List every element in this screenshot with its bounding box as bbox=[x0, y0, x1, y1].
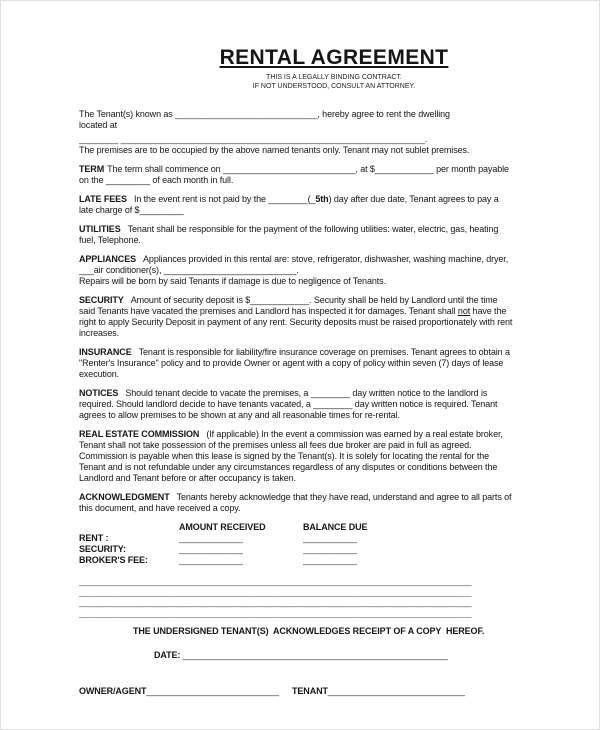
subtitle-line-1: THIS IS A LEGALLY BINDING CONTRACT. bbox=[266, 74, 402, 82]
section-acknowledgment bbox=[79, 492, 513, 514]
document-title: RENTAL AGREEMENT bbox=[219, 46, 449, 69]
commission-label: REAL ESTATE COMMISSION bbox=[79, 429, 200, 440]
payment-table bbox=[79, 522, 513, 566]
security-text-after: have the right to apply Security Deposit in payment of any rent. Security deposits must be raised proportionately with rent increases. bbox=[79, 306, 513, 339]
tenant-line bbox=[79, 109, 513, 120]
term-label: TERM bbox=[79, 164, 105, 175]
acknowledgment-text: Tenants hereby acknowledge that they have read, understand and agree to all parts of this document, and have received a copy. bbox=[79, 492, 512, 514]
brokers-fee-amount-blank: _____________ bbox=[179, 555, 243, 566]
date-label: DATE: bbox=[154, 650, 181, 661]
document-header bbox=[117, 47, 551, 91]
document-body bbox=[79, 109, 513, 697]
section-insurance bbox=[79, 347, 513, 380]
insurance-text: Tenant is responsible for liability/fire insurance coverage on premises. Tenant agrees to obtain a "Renter's Insurance" policy and to provide Owner or agent with a copy of policy within seven (7) days of lease execution. bbox=[79, 347, 510, 380]
acknowledgment-label: ACKNOWLEDGMENT bbox=[79, 492, 170, 503]
utilities-text: Tenant shall be responsible for the payment of the following utilities: water, electric, gas, heating fuel, Telephone. bbox=[79, 224, 499, 246]
tenant-line-post: , hereby agree to rent the dwelling bbox=[317, 109, 450, 120]
notices-label: NOTICES bbox=[79, 388, 119, 399]
security-row-label: SECURITY: bbox=[79, 544, 126, 555]
insurance-label: INSURANCE bbox=[79, 347, 132, 358]
document-content bbox=[1, 1, 599, 697]
tenant-blank: ____________________________ bbox=[327, 686, 466, 697]
ruled-line: ________________________________________________________________________________ bbox=[79, 576, 472, 587]
tenant-line-pre: The Tenant(s) known as bbox=[79, 109, 176, 120]
ruled-line: ________________________________________________________________________________ bbox=[79, 597, 472, 608]
payment-table-corner-cell bbox=[79, 522, 179, 533]
section-late-fees bbox=[79, 194, 513, 216]
rent-balance-blank: ___________ bbox=[303, 533, 357, 544]
tenant-label: TENANT bbox=[292, 686, 328, 697]
undersigned-statement: THE UNDERSIGNED TENANT(S) ACKNOWLEDGES RECEIPT OF A COPY HEREOF. bbox=[133, 626, 485, 637]
rent-row-label: RENT : bbox=[79, 533, 109, 544]
date-line bbox=[154, 650, 513, 661]
address-blank: ________ ______________________________________________________________. bbox=[79, 134, 428, 145]
security-text-before: Amount of security deposit is $____________. Security shall be held by Landlord until the time said Tenants have vacated the premises and Landlord has inspected it for damages. Tenant shall bbox=[79, 295, 498, 317]
security-not-word: not bbox=[457, 306, 471, 317]
late-fees-text-before: In the event rent is not paid by the ________(_ bbox=[133, 194, 316, 205]
amount-received-header: AMOUNT RECEIVED bbox=[179, 522, 266, 533]
balance-due-header: BALANCE DUE bbox=[303, 522, 368, 533]
subtitle-line-2: IF NOT UNDERSTOOD, CONSULT AN ATTORNEY. bbox=[252, 82, 416, 90]
tenant-name-blank: _____________________________ bbox=[175, 109, 318, 120]
appliances-text: Appliances provided in this rental are: stove, refrigerator, dishwasher, washing machine, dryer, ___air conditioner(s), ___________________________. bbox=[79, 254, 509, 276]
signature-footer bbox=[79, 686, 513, 697]
owner-agent-signature bbox=[79, 686, 292, 697]
appliances-repairs-line: Repairs will be born by said Tenants if damage is due to negligence of Tenants. bbox=[79, 276, 386, 287]
security-balance-blank: ___________ bbox=[303, 544, 357, 555]
intro-paragraph bbox=[79, 109, 513, 156]
ruled-line: ________________________________________________________________________________ bbox=[79, 586, 472, 597]
appliances-label: APPLIANCES bbox=[79, 254, 137, 265]
notices-text: Should tenant decide to vacate the premises, a ________ day written notice to the landlord is required. Should landlord decide to have tenants vacated, a ________ day written notice is required. Tenant agrees to allow premises to be shown at any and all reasonable times for re-rental. bbox=[79, 388, 498, 421]
section-real-estate-commission bbox=[79, 429, 513, 484]
rent-amount-blank: _____________ bbox=[179, 533, 243, 544]
owner-agent-label: OWNER/AGENT bbox=[79, 686, 147, 697]
commission-text: (If applicable) In the event a commission was earned by a real estate broker, Tenant shall not take possession of the premises unless all fees due broker are paid in full as agreed. Commission is payable when this lease is signed by the Tenant(s). It is solely for locating the rental for the Tenant and is not refundable under any circumstances regardless of any disputes or conditions between the Landlord and Tenant before or after occupancy is taken. bbox=[79, 429, 503, 484]
security-label: SECURITY bbox=[79, 295, 124, 306]
document-subtitle bbox=[117, 74, 551, 91]
section-appliances bbox=[79, 254, 513, 287]
late-fees-text-after: ) day after due date, Tenant agrees to pay a late charge of $_________ bbox=[79, 194, 499, 216]
located-at-label: located at bbox=[79, 120, 118, 131]
utilities-label: UTILITIES bbox=[79, 224, 121, 235]
term-text: The term shall commence on ___________________________, at $____________ per month payable on the _________ of each month in full. bbox=[79, 164, 509, 186]
owner-agent-blank: ___________________________ bbox=[146, 686, 279, 697]
security-amount-blank: _____________ bbox=[179, 544, 243, 555]
ruled-line: ________________________________________________________________________________ bbox=[79, 607, 472, 618]
brokers-fee-balance-blank: ___________ bbox=[303, 555, 357, 566]
tenant-signature bbox=[292, 686, 465, 697]
late-fees-5th: 5th bbox=[315, 194, 329, 205]
section-utilities bbox=[79, 224, 513, 246]
premises-sentence: The premises are to be occupied by the above named tenants only. Tenant may not sublet premises. bbox=[79, 145, 470, 156]
section-notices bbox=[79, 388, 513, 421]
notes-ruled-lines bbox=[79, 576, 513, 618]
late-fees-label: LATE FEES bbox=[79, 194, 127, 205]
section-security bbox=[79, 295, 513, 339]
brokers-fee-row-label: BROKER'S FEE: bbox=[79, 555, 148, 566]
date-blank: ______________________________________________________ bbox=[182, 650, 448, 661]
section-term bbox=[79, 164, 513, 186]
